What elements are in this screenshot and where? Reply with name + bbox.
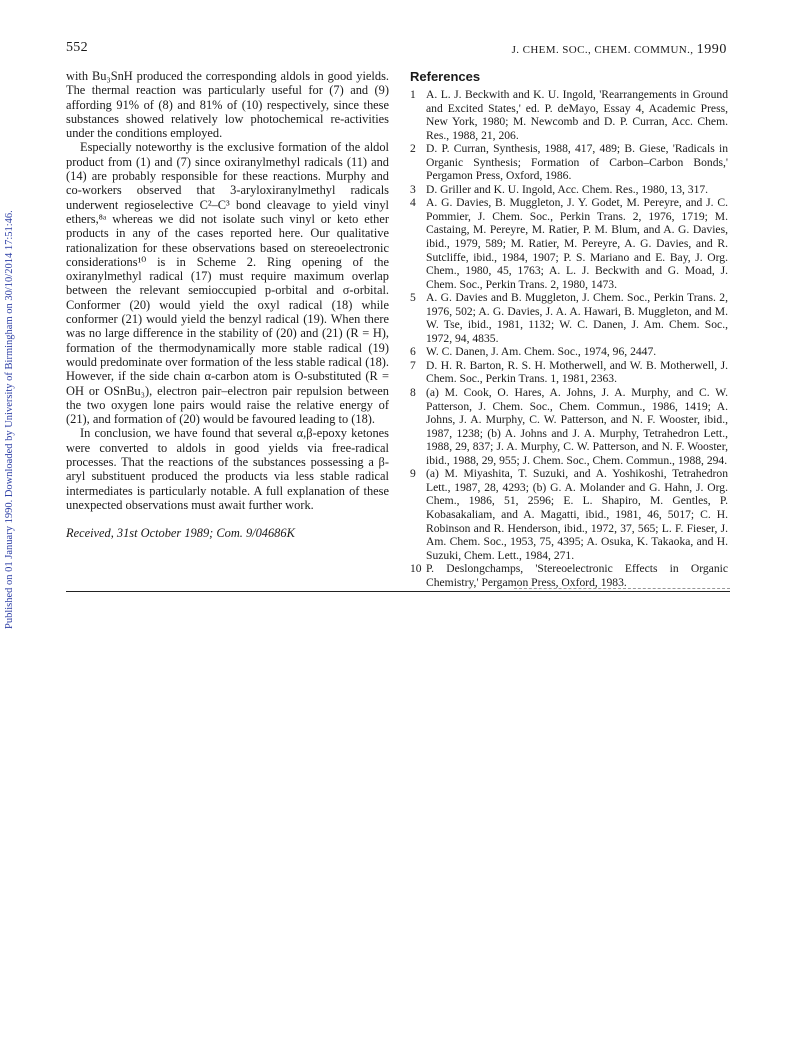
references-heading: References xyxy=(410,69,481,84)
references-list xyxy=(410,88,728,589)
body-paragraph: Especially noteworthy is the exclusive formation of the aldol product from (1) and (7) since oxiranylmethyl radicals (11) and (14) are probably responsible for these reactions. Murphy and co-workers observed that 3-aryloxiranylmethyl radicals underwent regioselective C²–C³ bond cleavage to yield vinyl ethers,⁸ᵃ whereas we did not isolate such vinyl or keto ether products in any of the cases reported here. Our qualitative rationalization for these observations based on stereoelectronic considerations¹⁰ is in Scheme 2. Ring opening of the oxiranylmethyl radical (17) must require maximum overlap between the relevant semioccupied p-orbital and σ-orbital. Conformer (20) would yield the oxyl radical (18) while conformer (21) would yield the benzyl radical (19). When there was no large difference in the stability of (20) and (21) (R = H), formation of the thermodynamically more stable radical (19) would predominate over formation of the less stable radical (18). However, if the side chain α-carbon atom is O-substituted (R = OH or OSnBu₃), electron pair–electron pair repulsion between the two oxygen lone pairs would raise the relative energy of (21), and formation of (20) would be favoured leading to (18). xyxy=(66,140,389,427)
reference-number: 2 xyxy=(410,142,416,156)
download-provenance-note[interactable]: Published on 01 January 1990. Downloaded by University of Birmingham on 30/10/2014 17:51:46. xyxy=(4,210,15,630)
reference-text: A. G. Davies and B. Muggleton, J. Chem. Soc., Perkin Trans. 2, 1976, 502; A. G. Davies, J. A. A. Hawari, B. Muggleton, and M. W. Tse, ibid., 1981, 1132; W. C. Danen, J. Am. Chem. Soc., 1972, 94, 4835. xyxy=(426,291,728,345)
reference-item xyxy=(410,359,728,386)
reference-item xyxy=(410,562,728,589)
reference-number: 10 xyxy=(410,562,422,576)
reference-number: 4 xyxy=(410,196,416,210)
reference-text: D. H. R. Barton, R. S. H. Motherwell, and W. B. Motherwell, J. Chem. Soc., Perkin Trans. 1, 1981, 2363. xyxy=(426,358,728,386)
reference-item xyxy=(410,345,728,359)
body-paragraph: In conclusion, we have found that several α,β-epoxy ketones were converted to aldols in good yields via free-radical processes. That the reactions of the substances possessing a β-aryl substituent produced the products via less stable radical intermediates is particularly notable. A full explanation of these unexpected observations must await further work. xyxy=(66,426,389,512)
reference-number: 7 xyxy=(410,358,416,372)
reference-number: 8 xyxy=(410,386,416,400)
reference-number: 9 xyxy=(410,467,416,481)
received-date: Received, 31st October 1989; Com. 9/04686K xyxy=(66,526,295,541)
page-divider-rule xyxy=(66,591,730,592)
faint-divider xyxy=(514,588,730,589)
journal-year: 1990 xyxy=(696,42,727,57)
reference-text: P. Deslongchamps, 'Stereoelectronic Effects in Organic Chemistry,' Pergamon Press, Oxford, 1983. xyxy=(426,562,728,589)
reference-text: (a) M. Miyashita, T. Suzuki, and A. Yoshikoshi, Tetrahedron Lett., 1987, 28, 4293; (b) G. A. Molander and G. Hahn, J. Org. Chem., 1986, 51, 2596; E. L. Shapiro, M. Gentles, P. Kobasakaliam, and A. Magatti, ibid., 1981, 46, 5017; C. H. Robinson and R. Henderson, ibid., 1972, 37, 565; L. F. Fieser, J. Am. Chem. Soc., 1953, 75, 4395; A. Osuka, K. Takaoka, and H. Suzuki, Chem. Lett., 1984, 271. xyxy=(426,467,728,562)
reference-text: A. G. Davies, B. Muggleton, J. Y. Godet, M. Pereyre, and J. C. Pommier, J. Chem. Soc., Perkin Trans. 2, 1976, 1719; M. Castaing, M. Pereyre, M. Ratier, P. M. Blum, and A. G. Davies, ibid., 1979, 589; M. Ratier, M. Pereyre, A. G. Davies, and R. Sutcliffe, ibid., 1984, 1907; P. S. Mariano and E. Bay, J. Org. Chem., 1980, 45, 1763; A. L. J. Beckwith and G. Moad, J. Chem. Soc., Perkin Trans. 2, 1980, 1473. xyxy=(426,196,728,291)
reference-text: (a) M. Cook, O. Hares, A. Johns, J. A. Murphy, and C. W. Patterson, J. Chem. Soc., Chem. Commun., 1986, 1419; A. Johns, J. A. Murphy, C. W. Patterson, and N. F. Wooster, ibid., 1987, 1238; (b) A. Johns and J. A. Murphy, Tetrahedron Lett., 1988, 29, 837; J. A. Murphy, C. W. Patterson, and N. F. Wooster, ibid., 1988, 29, 955; J. Chem. Soc., Chem. Commun., 1988, 294. xyxy=(426,386,728,467)
journal-name: J. CHEM. SOC., CHEM. COMMUN., xyxy=(511,44,694,56)
reference-text: D. P. Curran, Synthesis, 1988, 417, 489; B. Giese, 'Radicals in Organic Synthesis; Formation of Carbon–Carbon Bonds,' Pergamon Press, Oxford, 1986. xyxy=(426,142,728,183)
reference-text: W. C. Danen, J. Am. Chem. Soc., 1974, 96, 2447. xyxy=(426,345,657,359)
reference-item xyxy=(410,88,728,142)
reference-item xyxy=(410,467,728,562)
reference-item xyxy=(410,183,728,197)
reference-number: 3 xyxy=(410,182,416,196)
references-column xyxy=(410,69,728,589)
running-head xyxy=(512,42,727,58)
reference-number: 1 xyxy=(410,88,416,101)
reference-text: A. L. J. Beckwith and K. U. Ingold, 'Rearrangements in Ground and Excited States,' ed. P. deMayo, Essay 4, Academic Press, New York, 1980; M. Newcomb and D. P. Curran, Acc. Chem. Res., 1988, 21, 206. xyxy=(426,88,728,142)
reference-number: 6 xyxy=(410,345,416,359)
reference-item xyxy=(410,142,728,183)
reference-number: 5 xyxy=(410,291,416,305)
reference-text: D. Griller and K. U. Ingold, Acc. Chem. Res., 1980, 13, 317. xyxy=(426,182,709,196)
reference-item xyxy=(410,291,728,345)
page-number: 552 xyxy=(66,40,88,55)
reference-item xyxy=(410,196,728,291)
reference-item xyxy=(410,386,728,467)
article-body-column xyxy=(66,69,389,541)
body-paragraph: with Bu₃SnH produced the corresponding aldols in good yields. The thermal reaction was particularly useful for (7) and (9) affording 91% of (8) and 81% of (10) respectively, since these substances showed relatively low photochemical re-activities under the conditions employed. xyxy=(66,69,389,141)
